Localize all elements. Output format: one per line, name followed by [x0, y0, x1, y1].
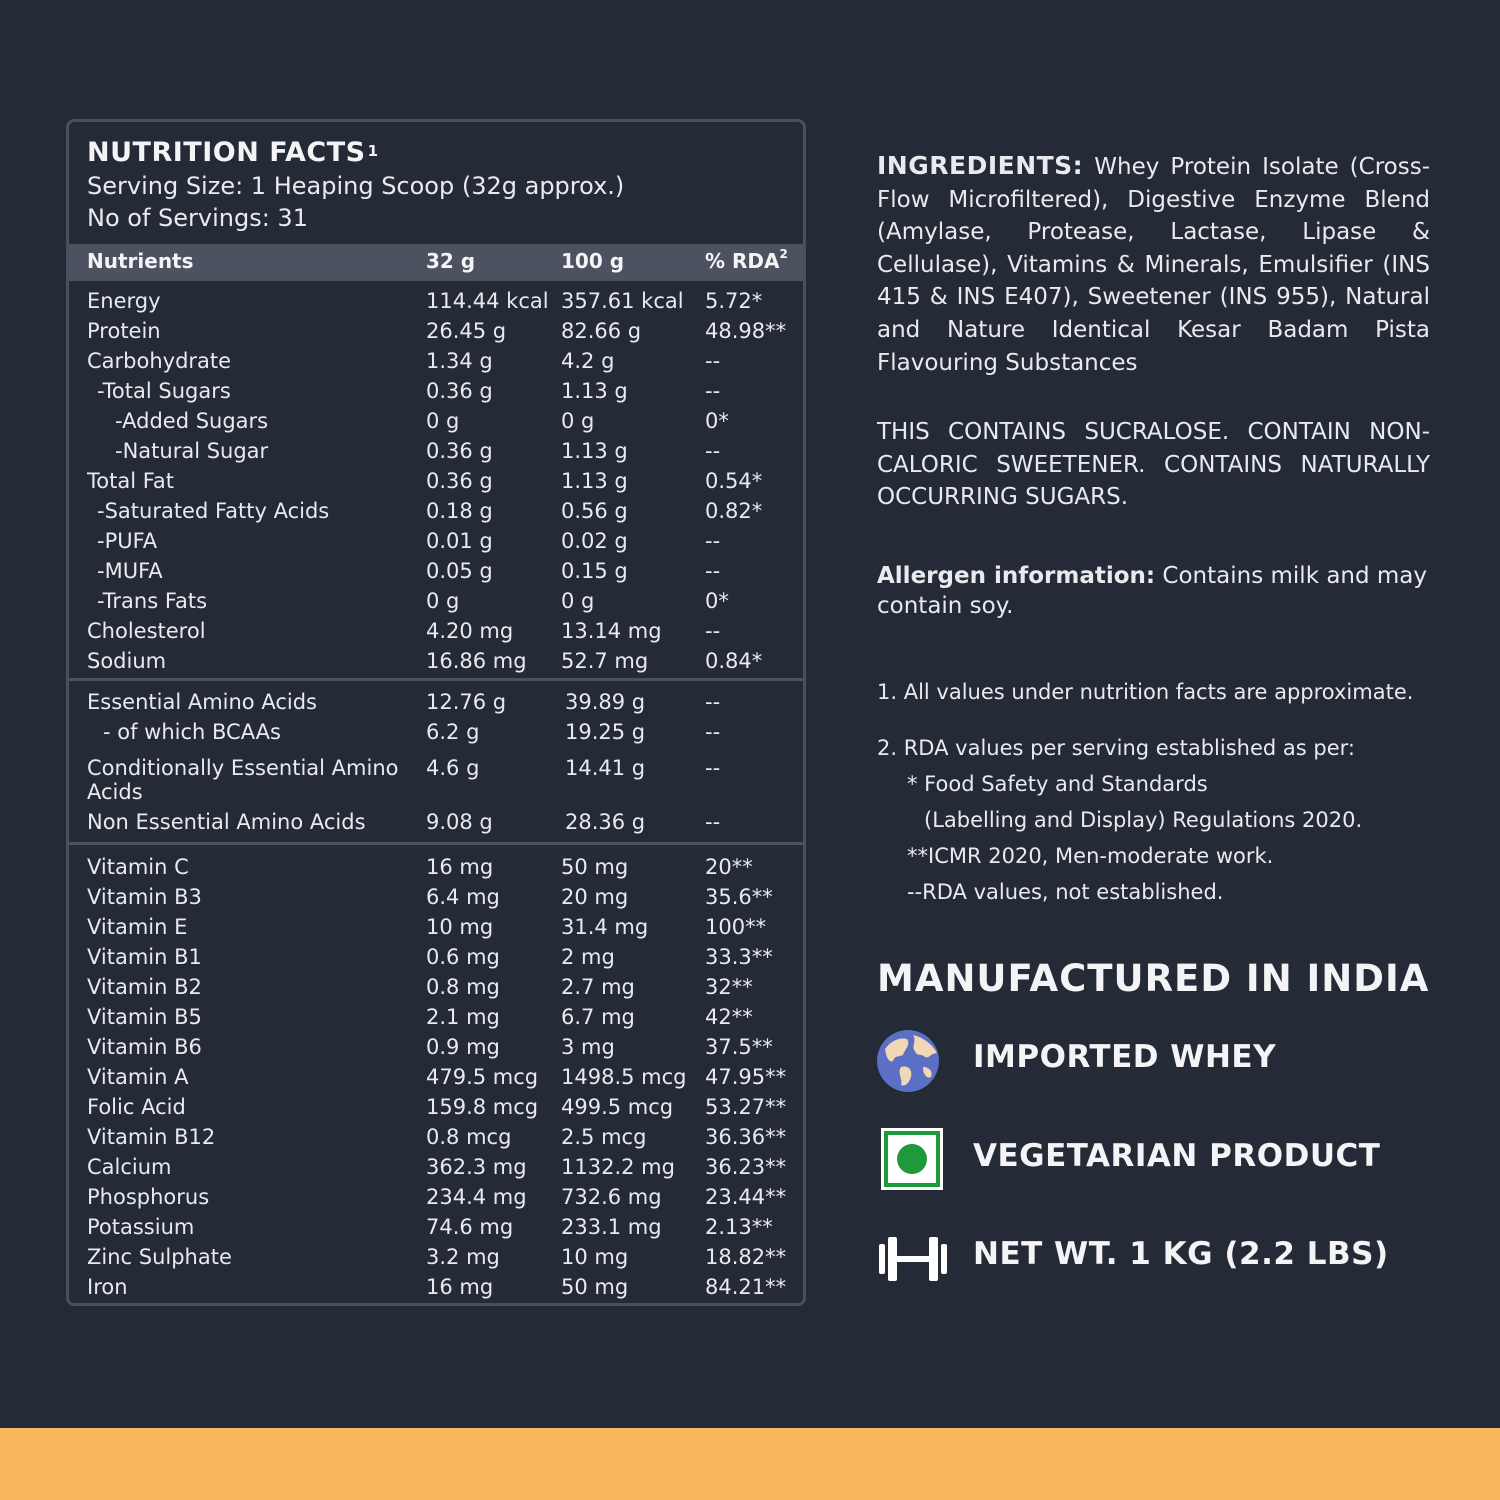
veg-mark-icon — [877, 1126, 947, 1196]
section-divider — [69, 842, 803, 845]
bottom-accent-band — [0, 1428, 1500, 1500]
value-32g: 4.6 g — [426, 756, 480, 780]
nutrient-name: Vitamin B12 — [87, 1125, 216, 1149]
table-row — [69, 972, 803, 1002]
value-32g: 26.45 g — [426, 319, 507, 343]
nutrient-name: Sodium — [87, 649, 167, 673]
header-32g: 32 g — [426, 249, 476, 273]
nutrient-name: -Natural Sugar — [115, 439, 269, 463]
table-row — [69, 376, 803, 406]
nutrient-name: Phosphorus — [87, 1185, 210, 1209]
value-32g: 0.05 g — [426, 559, 493, 583]
value-32g: 0.36 g — [426, 469, 493, 493]
nutrient-name: Vitamin B1 — [87, 945, 202, 969]
table-row — [69, 807, 803, 837]
nutrition-header — [87, 136, 787, 234]
table-row — [69, 1062, 803, 1092]
value-100g: 0.56 g — [561, 499, 628, 523]
servings-count: No of Servings: 31 — [87, 204, 308, 232]
table-row — [69, 1032, 803, 1062]
nutrient-name: Non Essential Amino Acids — [87, 810, 366, 834]
nutrient-name: Protein — [87, 319, 161, 343]
nutrient-name: Zinc Sulphate — [87, 1245, 232, 1269]
value-rda: 42** — [705, 1005, 753, 1029]
value-rda: 20** — [705, 855, 753, 879]
value-100g: 0 g — [561, 589, 595, 613]
value-100g: 1.13 g — [561, 379, 628, 403]
nutrient-name: Essential Amino Acids — [87, 690, 317, 714]
manufactured-heading: MANUFACTURED IN INDIA — [877, 957, 1430, 1000]
footnotes — [877, 674, 1457, 910]
value-100g: 2 mg — [561, 945, 615, 969]
value-32g: 159.8 mcg — [426, 1095, 539, 1119]
nutrient-name: Folic Acid — [87, 1095, 186, 1119]
value-32g: 0.36 g — [426, 379, 493, 403]
nutrient-name: Conditionally Essential Amino Acids — [87, 756, 399, 804]
table-row — [69, 1272, 803, 1302]
nutrient-name: -Added Sugars — [115, 409, 269, 433]
value-32g: 6.4 mg — [426, 885, 500, 909]
table-row — [69, 1152, 803, 1182]
nutrient-name: -Total Sugars — [97, 379, 231, 403]
table-row — [69, 1242, 803, 1272]
nutrient-name: Vitamin E — [87, 915, 188, 939]
nutrient-name: Vitamin B3 — [87, 885, 202, 909]
footnote-2: 2. RDA values per serving established as per: — [877, 736, 1355, 760]
value-rda: -- — [705, 529, 721, 553]
value-rda: -- — [705, 349, 721, 373]
value-100g: 499.5 mcg — [561, 1095, 674, 1119]
value-32g: 0.18 g — [426, 499, 493, 523]
value-rda: -- — [705, 810, 721, 834]
table-row — [69, 646, 803, 676]
nutrient-name: -Saturated Fatty Acids — [97, 499, 330, 523]
value-100g: 20 mg — [561, 885, 629, 909]
value-rda: 5.72* — [705, 289, 763, 313]
value-rda: 0.54* — [705, 469, 763, 493]
value-100g: 1.13 g — [561, 469, 628, 493]
value-rda: -- — [705, 559, 721, 583]
value-32g: 0.8 mg — [426, 975, 500, 999]
footnote-2d: --RDA values, not established. — [907, 880, 1224, 904]
nutrient-name: Calcium — [87, 1155, 172, 1179]
value-rda: 37.5** — [705, 1035, 773, 1059]
table-row — [69, 526, 803, 556]
value-rda: -- — [705, 439, 721, 463]
value-32g: 0.9 mg — [426, 1035, 500, 1059]
ingredients-label: INGREDIENTS: — [877, 151, 1084, 180]
value-32g: 2.1 mg — [426, 1005, 500, 1029]
value-100g: 50 mg — [561, 855, 629, 879]
value-32g: 114.44 kcal — [426, 289, 549, 313]
dumbbell-icon — [877, 1224, 947, 1294]
table-row — [69, 286, 803, 316]
allergen-block — [877, 561, 1467, 621]
net-weight-label: NET WT. 1 KG (2.2 LBS) — [973, 1236, 1389, 1272]
ingredients-text: Whey Protein Isolate (Cross-Flow Microfiltered), Digestive Enzyme Blend (Amylase, Protease, Lactase, Lipase & Cellulase), Vitamins & Minerals, Emulsifier (INS 415 & INS E407), Sweetener (INS 955), Natural and Nature Identical Kesar Badam Pista Flavouring Substances — [877, 154, 1430, 376]
value-32g: 4.20 mg — [426, 619, 514, 643]
table-row — [69, 882, 803, 912]
allergen-text: Contains milk and may contain soy. — [877, 563, 1428, 619]
value-rda: 36.36** — [705, 1125, 787, 1149]
nutrient-name: Vitamin B2 — [87, 975, 202, 999]
value-rda: 0* — [705, 409, 729, 433]
value-rda: -- — [705, 619, 721, 643]
value-rda: 36.23** — [705, 1155, 787, 1179]
value-rda: -- — [705, 756, 721, 780]
nutrition-title: NUTRITION FACTS $^1$ — [87, 137, 379, 168]
nutrient-name: Vitamin B6 — [87, 1035, 202, 1059]
value-32g: 362.3 mg — [426, 1155, 527, 1179]
value-32g: 6.2 g — [426, 720, 480, 744]
footnote-2c: **ICMR 2020, Men-moderate work. — [907, 844, 1274, 868]
serving-size: Serving Size: 1 Heaping Scoop (32g approx.) — [87, 172, 625, 200]
value-100g: 39.89 g — [565, 690, 646, 714]
table-row — [69, 556, 803, 586]
value-32g: 479.5 mcg — [426, 1065, 539, 1089]
value-32g: 1.34 g — [426, 349, 493, 373]
value-32g: 10 mg — [426, 915, 494, 939]
table-row — [69, 942, 803, 972]
imported-whey-badge — [877, 1027, 1477, 1097]
value-32g: 0 g — [426, 589, 460, 613]
value-32g: 12.76 g — [426, 690, 507, 714]
table-row — [69, 1182, 803, 1212]
value-rda: -- — [705, 690, 721, 714]
table-row — [69, 1212, 803, 1242]
table-row — [69, 1002, 803, 1032]
nutrient-name: Vitamin A — [87, 1065, 189, 1089]
nutrient-name: -Trans Fats — [97, 589, 208, 613]
value-rda: -- — [705, 379, 721, 403]
header-rda: % RDA$^2$ — [705, 247, 788, 273]
value-rda: 48.98** — [705, 319, 787, 343]
value-rda: 0.82* — [705, 499, 763, 523]
value-rda: 0* — [705, 589, 729, 613]
value-100g: 82.66 g — [561, 319, 642, 343]
macros-section — [69, 286, 803, 676]
value-rda: 47.95** — [705, 1065, 787, 1089]
value-100g: 732.6 mg — [561, 1185, 662, 1209]
value-100g: 1.13 g — [561, 439, 628, 463]
imported-whey-label: IMPORTED WHEY — [973, 1039, 1277, 1075]
nutrient-name: Carbohydrate — [87, 349, 232, 373]
value-rda: -- — [705, 720, 721, 744]
value-32g: 0.01 g — [426, 529, 493, 553]
value-100g: 0 g — [561, 409, 595, 433]
nutrient-name: Energy — [87, 289, 161, 313]
value-32g: 16 mg — [426, 855, 494, 879]
value-100g: 13.14 mg — [561, 619, 662, 643]
value-100g: 14.41 g — [565, 756, 646, 780]
nutrient-name: Cholesterol — [87, 619, 206, 643]
amino-acids-section — [69, 687, 803, 837]
table-row — [69, 852, 803, 882]
footnote-2b: (Labelling and Display) Regulations 2020. — [924, 808, 1363, 832]
value-rda: 0.84* — [705, 649, 763, 673]
footnote-2a: * Food Safety and Standards — [907, 772, 1208, 796]
nutrient-name: -PUFA — [97, 529, 158, 553]
value-100g: 52.7 mg — [561, 649, 649, 673]
table-row — [69, 1092, 803, 1122]
table-row — [69, 687, 803, 717]
table-row — [69, 316, 803, 346]
nutrient-name: Vitamin B5 — [87, 1005, 202, 1029]
value-100g: 28.36 g — [565, 810, 646, 834]
vitamins-minerals-section — [69, 852, 803, 1302]
value-100g: 0.02 g — [561, 529, 628, 553]
header-nutrients: Nutrients — [87, 249, 194, 273]
value-rda: 53.27** — [705, 1095, 787, 1119]
value-32g: 0.6 mg — [426, 945, 500, 969]
value-100g: 4.2 g — [561, 349, 615, 373]
table-row — [69, 717, 803, 753]
value-rda: 84.21** — [705, 1275, 787, 1299]
ingredients-block — [877, 150, 1430, 379]
value-rda: 23.44** — [705, 1185, 787, 1209]
table-row — [69, 586, 803, 616]
value-32g: 9.08 g — [426, 810, 493, 834]
value-32g: 3.2 mg — [426, 1245, 500, 1269]
value-32g: 16 mg — [426, 1275, 494, 1299]
value-100g: 2.5 mcg — [561, 1125, 647, 1149]
footnote-1: 1. All values under nutrition facts are approximate. — [877, 680, 1414, 704]
nutrient-name: Potassium — [87, 1215, 195, 1239]
vegetarian-label: VEGETARIAN PRODUCT — [973, 1138, 1381, 1174]
nutrient-name: Vitamin C — [87, 855, 189, 879]
nutrient-name: Total Fat — [87, 469, 174, 493]
section-divider — [69, 678, 803, 681]
value-100g: 3 mg — [561, 1035, 615, 1059]
table-row — [69, 753, 803, 807]
value-100g: 233.1 mg — [561, 1215, 662, 1239]
sucralose-notice: THIS CONTAINS SUCRALOSE. CONTAIN NON-CALORIC SWEETENER. CONTAINS NATURALLY OCCURRING SUGARS. — [877, 419, 1430, 511]
value-100g: 1132.2 mg — [561, 1155, 675, 1179]
nutrient-name: Iron — [87, 1275, 128, 1299]
value-32g: 16.86 mg — [426, 649, 527, 673]
value-32g: 0 g — [426, 409, 460, 433]
value-32g: 234.4 mg — [426, 1185, 527, 1209]
value-100g: 1498.5 mcg — [561, 1065, 687, 1089]
table-row — [69, 436, 803, 466]
value-100g: 31.4 mg — [561, 915, 649, 939]
table-row — [69, 406, 803, 436]
nutrition-facts-panel — [66, 119, 806, 1306]
table-row — [69, 496, 803, 526]
value-32g: 0.36 g — [426, 439, 493, 463]
value-100g: 6.7 mg — [561, 1005, 635, 1029]
value-rda: 100** — [705, 915, 767, 939]
globe-icon — [877, 1027, 947, 1097]
net-weight-badge — [877, 1224, 1477, 1294]
value-32g: 74.6 mg — [426, 1215, 514, 1239]
table-row — [69, 616, 803, 646]
nutrient-name: - of which BCAAs — [103, 720, 281, 744]
value-rda: 33.3** — [705, 945, 773, 969]
value-rda: 2.13** — [705, 1215, 773, 1239]
table-row — [69, 1122, 803, 1152]
vegetarian-badge — [877, 1126, 1477, 1196]
value-32g: 0.8 mcg — [426, 1125, 512, 1149]
value-100g: 2.7 mg — [561, 975, 635, 999]
value-rda: 35.6** — [705, 885, 773, 909]
table-header — [69, 244, 803, 281]
value-100g: 357.61 kcal — [561, 289, 684, 313]
value-100g: 0.15 g — [561, 559, 628, 583]
value-rda: 18.82** — [705, 1245, 787, 1269]
value-100g: 10 mg — [561, 1245, 629, 1269]
table-row — [69, 912, 803, 942]
nutrient-name: -MUFA — [97, 559, 163, 583]
header-100g: 100 g — [561, 249, 625, 273]
table-row — [69, 346, 803, 376]
table-row — [69, 466, 803, 496]
value-100g: 19.25 g — [565, 720, 646, 744]
allergen-label: Allergen information: — [877, 563, 1156, 589]
value-100g: 50 mg — [561, 1275, 629, 1299]
value-rda: 32** — [705, 975, 753, 999]
